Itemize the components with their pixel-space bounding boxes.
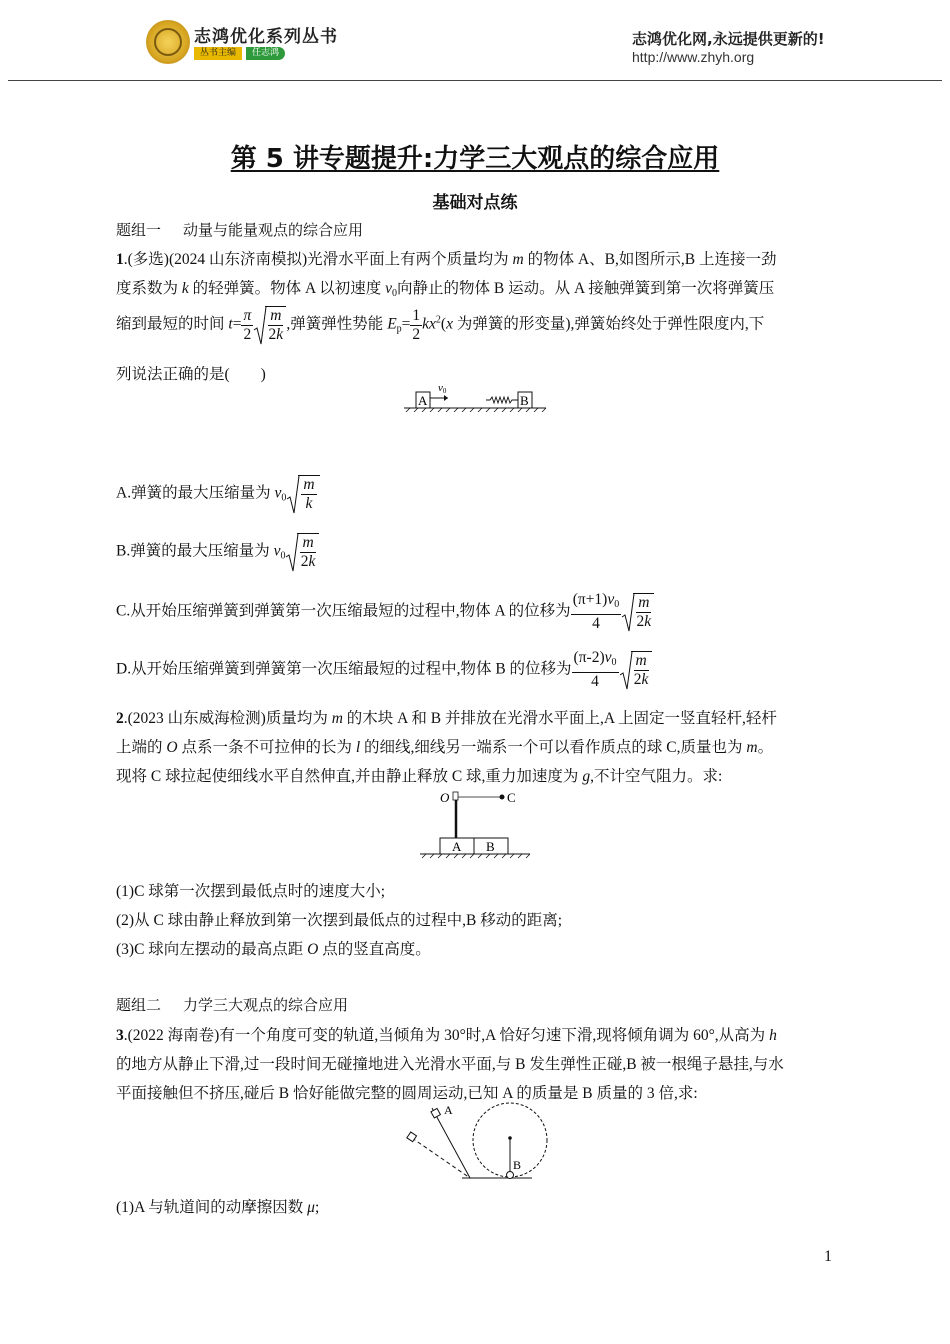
q3-var-mu: μ bbox=[307, 1199, 315, 1216]
q2-number: 2 bbox=[116, 710, 124, 727]
site-url[interactable]: http://www.zhyh.org bbox=[632, 49, 755, 65]
q1-eq2: = bbox=[401, 315, 411, 333]
q2-sub1: (1)C 球第一次摆到最低点时的速度大小; bbox=[116, 883, 386, 900]
q1-text3b: ,弹簧弹性势能 bbox=[286, 315, 388, 333]
sqrt-m-k bbox=[286, 475, 319, 513]
sqrt-m-2k bbox=[619, 651, 652, 689]
sqrt-m-2k bbox=[285, 533, 318, 571]
m: m bbox=[270, 307, 282, 324]
q2-s3a: (3)C 球向左摆动的最高点距 bbox=[116, 941, 308, 958]
series-logo bbox=[146, 20, 190, 64]
block-a-label: A bbox=[418, 393, 428, 408]
q1-var-t: t bbox=[228, 315, 233, 333]
series-name: 志鸿优化系列丛书 bbox=[194, 27, 338, 47]
q1-text2a: 度系数为 bbox=[116, 280, 182, 297]
block-b-label: B bbox=[486, 839, 495, 854]
q1-option-d[interactable] bbox=[116, 649, 652, 691]
spring bbox=[486, 397, 518, 403]
ball-c-label: C bbox=[507, 790, 516, 805]
q2-s3-O: O bbox=[307, 941, 319, 958]
q1-line3 bbox=[116, 306, 764, 344]
track-30 bbox=[412, 1138, 470, 1178]
k: k bbox=[305, 495, 313, 512]
q1-text3a: 缩到最短的时间 bbox=[116, 315, 229, 333]
q1-var-E: E bbox=[387, 315, 397, 333]
q1-line1 bbox=[116, 247, 776, 269]
q1-var-x: x bbox=[446, 315, 453, 333]
two: 2 bbox=[243, 325, 252, 343]
page-number: 1 bbox=[824, 1248, 832, 1265]
q1-sub-0: 0 bbox=[392, 288, 398, 299]
sub0: 0 bbox=[280, 550, 286, 562]
two: 2 bbox=[633, 671, 642, 688]
q2-text2a: 上端的 bbox=[116, 739, 167, 756]
q1-var-k: k bbox=[181, 280, 189, 297]
sqrt-m-2k bbox=[621, 593, 654, 631]
q1-option-c[interactable] bbox=[116, 591, 654, 633]
q3-s1a: (1)A 与轨道间的动摩擦因数 bbox=[116, 1199, 308, 1216]
track-60 bbox=[432, 1108, 470, 1178]
m: m bbox=[635, 652, 647, 669]
q1-var-kx: kx bbox=[422, 315, 436, 333]
q2-text2c: 的细线,细线另一端系一个可以看作质点的球 C,质量也为 bbox=[360, 739, 747, 756]
option-b-text: B.弹簧的最大压缩量为 bbox=[116, 542, 274, 560]
q3-line3: 平面接触但不挤压,碰后 B 恰好能做完整的圆周运动,已知 A 的质量是 B 质量的 3 倍,求: bbox=[116, 1085, 698, 1102]
k: k bbox=[641, 671, 649, 688]
ball-b bbox=[507, 1172, 514, 1179]
q2-line3 bbox=[116, 764, 722, 786]
block-a-label: A bbox=[444, 1103, 453, 1117]
block-a-label: A bbox=[452, 839, 462, 854]
q1-paren: ( bbox=[440, 315, 447, 333]
editor-label: 丛书主编 bbox=[194, 47, 242, 60]
option-c-text: C.从开始压缩弹簧到弹簧第一次压缩最短的过程中,物体 A 的位移为 bbox=[116, 602, 571, 620]
pi: π bbox=[243, 306, 252, 324]
q3-line2: 的地方从静止下滑,过一段时间无碰撞地进入光滑水平面,与 B 发生弹性正碰,B 被一根绳子悬挂,与水 bbox=[116, 1056, 784, 1073]
q1-text1: .(多选)(2024 山东济南模拟)光滑水平面上有两个质量均为 bbox=[123, 251, 513, 268]
sub0: 0 bbox=[611, 657, 617, 668]
section-subtitle: 基础对点练 bbox=[432, 193, 518, 213]
m: m bbox=[303, 476, 315, 493]
point-o-label: O bbox=[440, 790, 450, 805]
option-a-text: A.弹簧的最大压缩量为 bbox=[116, 484, 275, 502]
page-title: 第 5 讲专题提升:力学三大观点的综合应用 bbox=[230, 144, 720, 174]
two: 2 bbox=[636, 613, 645, 630]
q1-var-v: v bbox=[385, 280, 393, 297]
k: k bbox=[276, 326, 284, 343]
q3-s1b: ; bbox=[314, 1199, 320, 1216]
q1-var-m: m bbox=[512, 251, 524, 268]
site-slogan: 志鸿优化网,永远提供更新的! bbox=[632, 30, 825, 48]
group1-label: 题组一 bbox=[116, 221, 162, 239]
group1-heading bbox=[116, 219, 363, 240]
q2-var-m: m bbox=[331, 710, 343, 727]
q2-var-g: g bbox=[582, 768, 591, 785]
q2-text1b: 的木块 A 和 B 并排放在光滑水平面上,A 上固定一竖直轻杆,轻杆 bbox=[342, 710, 777, 727]
q1-text3e: 为弹簧的形变量),弹簧始终处于弹性限度内,下 bbox=[452, 315, 765, 333]
block-a bbox=[431, 1108, 441, 1118]
q2-sub2: (2)从 C 球由静止释放到第一次摆到最低点的过程中,B 移动的距离; bbox=[116, 912, 563, 929]
q3-figure bbox=[398, 1102, 568, 1182]
q2-text2b: 点系一条不可拉伸的长为 bbox=[177, 739, 356, 756]
q2-text3b: ,不计空气阻力。求: bbox=[590, 768, 723, 785]
editor-name: 任志鸿 bbox=[246, 47, 285, 60]
sub0: 0 bbox=[614, 599, 620, 610]
q2-text1a: .(2023 山东威海检测)质量均为 bbox=[123, 710, 332, 727]
header-divider bbox=[8, 80, 942, 81]
m: m bbox=[302, 534, 314, 551]
q2-line1 bbox=[116, 706, 777, 728]
q2-line2 bbox=[116, 735, 773, 757]
ball-b-label: B bbox=[513, 1158, 522, 1172]
q1-option-b[interactable] bbox=[116, 533, 319, 571]
option-d-text: D.从开始压缩弹簧到弹簧第一次压缩最短的过程中,物体 B 的位移为 bbox=[116, 660, 572, 678]
frac-d bbox=[572, 649, 619, 691]
q1-option-a[interactable] bbox=[116, 475, 320, 513]
v: v bbox=[273, 542, 281, 560]
four: 4 bbox=[592, 615, 600, 632]
two: 2 bbox=[300, 553, 309, 570]
q3-sub1 bbox=[116, 1195, 319, 1217]
v: v bbox=[604, 649, 612, 666]
c-num: (π+1) bbox=[572, 591, 608, 608]
q1-figure bbox=[400, 378, 560, 418]
q3-line1 bbox=[116, 1023, 777, 1045]
q1-sub-p: p bbox=[396, 323, 402, 335]
group2-name: 力学三大观点的综合应用 bbox=[183, 996, 349, 1014]
q1-text2c: 向静止的物体 B 运动。从 A 接触弹簧到第一次将弹簧压 bbox=[397, 280, 775, 297]
block-b-label: B bbox=[520, 393, 529, 408]
q2-var-m2: m bbox=[746, 739, 758, 756]
q2-s3b: 点的竖直高度。 bbox=[318, 941, 431, 958]
q3-var-h: h bbox=[769, 1027, 777, 1044]
q2-var-O: O bbox=[166, 739, 178, 756]
two: 2 bbox=[412, 325, 421, 343]
group1-name: 动量与能量观点的综合应用 bbox=[183, 221, 364, 239]
q2-sub3 bbox=[116, 937, 431, 959]
q1-sqrt-m-2k bbox=[253, 306, 286, 344]
q1-frac-1-2 bbox=[410, 307, 422, 344]
q2-figure bbox=[418, 786, 538, 862]
v: v bbox=[274, 484, 282, 502]
two: 2 bbox=[268, 326, 277, 343]
q1-eq1: = bbox=[232, 315, 242, 333]
q1-text2b: 的轻弹簧。物体 A 以初速度 bbox=[188, 280, 386, 297]
q1-text1b: 的物体 A、B,如图所示,B 上连接一劲 bbox=[523, 251, 777, 268]
v: v bbox=[607, 591, 615, 608]
group2-label: 题组二 bbox=[116, 996, 162, 1014]
velocity-label: v0 bbox=[438, 382, 447, 395]
q1-number: 1 bbox=[116, 251, 124, 268]
q2-var-l: l bbox=[355, 739, 361, 756]
q3-number: 3 bbox=[116, 1027, 124, 1044]
q2-text2d: 。 bbox=[757, 739, 774, 756]
d-num: (π-2) bbox=[573, 649, 605, 666]
sub0: 0 bbox=[281, 492, 287, 504]
q3-text1a: .(2022 海南卷)有一个角度可变的轨道,当倾角为 30°时,A 恰好匀速下滑,现将倾角调为 60°,从高为 bbox=[123, 1027, 770, 1044]
k: k bbox=[644, 613, 652, 630]
four: 4 bbox=[591, 673, 599, 690]
m: m bbox=[638, 594, 650, 611]
k: k bbox=[308, 553, 316, 570]
q2-text3a: 现将 C 球拉起使细线水平自然伸直,并由静止释放 C 球,重力加速度为 bbox=[116, 768, 583, 785]
q1-frac-pi-2 bbox=[241, 307, 253, 344]
ball-c bbox=[500, 795, 505, 800]
q1-line4: 列说法正确的是( ) bbox=[116, 366, 266, 383]
one: 1 bbox=[412, 306, 421, 324]
q1-line2 bbox=[116, 276, 774, 299]
frac-c bbox=[571, 591, 622, 633]
group2-heading bbox=[116, 994, 348, 1015]
q1-sup-2: 2 bbox=[435, 314, 441, 326]
